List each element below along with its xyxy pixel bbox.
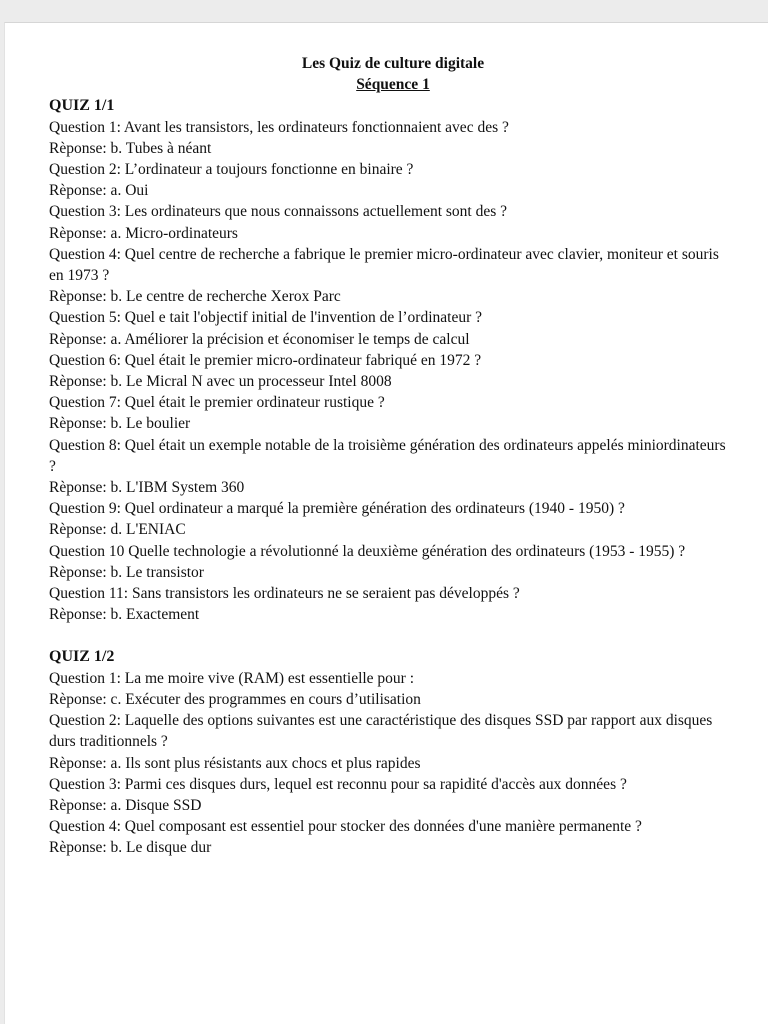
answer-text: Rèponse: b. L'IBM System 360 [49,479,245,497]
answer-text: Rèponse: b. Tubes à néant [49,139,212,157]
qa-item [49,159,729,201]
quiz-section-2 [49,646,729,858]
question-text: Question 10 Quelle technologie a révolutionné la deuxième génération des ordinateurs (1953 - 1955) ? [49,542,686,560]
answer-text: Rèponse: b. Exactement [49,606,200,624]
qa-item [49,710,729,774]
answer-text: Rèponse: a. Micro-ordinateurs [49,224,238,242]
document-subtitle [49,74,729,95]
question-text: Question 1: Avant les transistors, les ordinateurs fonctionnaient avec des ? [49,118,509,136]
question-text: Question 5: Quel e tait l'objectif initial de l'invention de l’ordinateur ? [49,309,483,327]
quiz-section-1 [49,95,729,625]
answer-text: Rèponse: a. Améliorer la précision et économiser le temps de calcul [49,330,470,348]
answer-text: Rèponse: b. Le boulier [49,415,191,433]
answer-text: Rèponse: b. Le disque dur [49,839,212,857]
document-content [49,53,729,859]
qa-item [49,201,729,243]
question-text: Question 4: Quel centre de recherche a fabrique le premier micro-ordinateur avec clavier, moniteur et souris en 1973 ? [49,245,719,285]
question-text: Question 9: Quel ordinateur a marqué la première génération des ordinateurs (1940 - 1950) ? [49,500,625,518]
document-title: Les Quiz de culture digitale [301,55,485,72]
quiz-heading: QUIZ 1/2 [49,648,115,666]
quiz-heading: QUIZ 1/1 [49,97,115,115]
answer-text: Rèponse: b. Le transistor [49,563,204,581]
question-text: Question 2: Laquelle des options suivantes est une caractéristique des disques SSD par rapport aux disques durs traditionnels ? [49,712,713,751]
qa-item [49,583,729,625]
answer-text: Rèponse: b. Le Micral N avec un processeur Intel 8008 [49,373,392,391]
answer-text: Rèponse: a. Oui [49,182,149,200]
qa-item [49,350,729,392]
question-text: Question 1: La me moire vive (RAM) est essentielle pour : [49,669,415,687]
qa-item [49,307,729,349]
qa-item [49,117,729,159]
document-page [4,22,768,1024]
qa-item [49,435,729,499]
answer-text: Rèponse: c. Exécuter des programmes en cours d’utilisation [49,690,421,708]
answer-text: Rèponse: a. Ils sont plus résistants aux chocs et plus rapides [49,754,421,772]
qa-item [49,774,729,816]
qa-item [49,668,729,710]
section-spacer [49,625,729,646]
question-text: Question 7: Quel était le premier ordinateur rustique ? [49,394,385,412]
answer-text: Rèponse: a. Disque SSD [49,796,202,814]
question-text: Question 8: Quel était un exemple notable de la troisième génération des ordinateurs appelés miniordinateurs ? [49,436,726,475]
question-text: Question 6: Quel était le premier micro-ordinateur fabriqué en 1972 ? [49,351,482,369]
document-subtitle-text: Séquence 1 [356,76,430,94]
question-text: Question 3: Les ordinateurs que nous connaissons actuellement sont des ? [49,203,508,221]
qa-item [49,541,729,583]
question-text: Question 3: Parmi ces disques durs, lequel est reconnu pour sa rapidité d'accès aux données ? [49,775,627,793]
question-text: Question 2: L’ordinateur a toujours fonctionne en binaire ? [49,161,414,179]
question-text: Question 11: Sans transistors les ordinateurs ne se seraient pas développés ? [49,585,520,603]
qa-item [49,816,729,858]
answer-text: Rèponse: d. L'ENIAC [49,521,186,539]
qa-item [49,498,729,540]
answer-text: Rèponse: b. Le centre de recherche Xerox Parc [49,288,341,306]
qa-item [49,244,729,308]
question-text: Question 4: Quel composant est essentiel pour stocker des données d'une manière permanente ? [49,818,642,836]
qa-item [49,392,729,434]
